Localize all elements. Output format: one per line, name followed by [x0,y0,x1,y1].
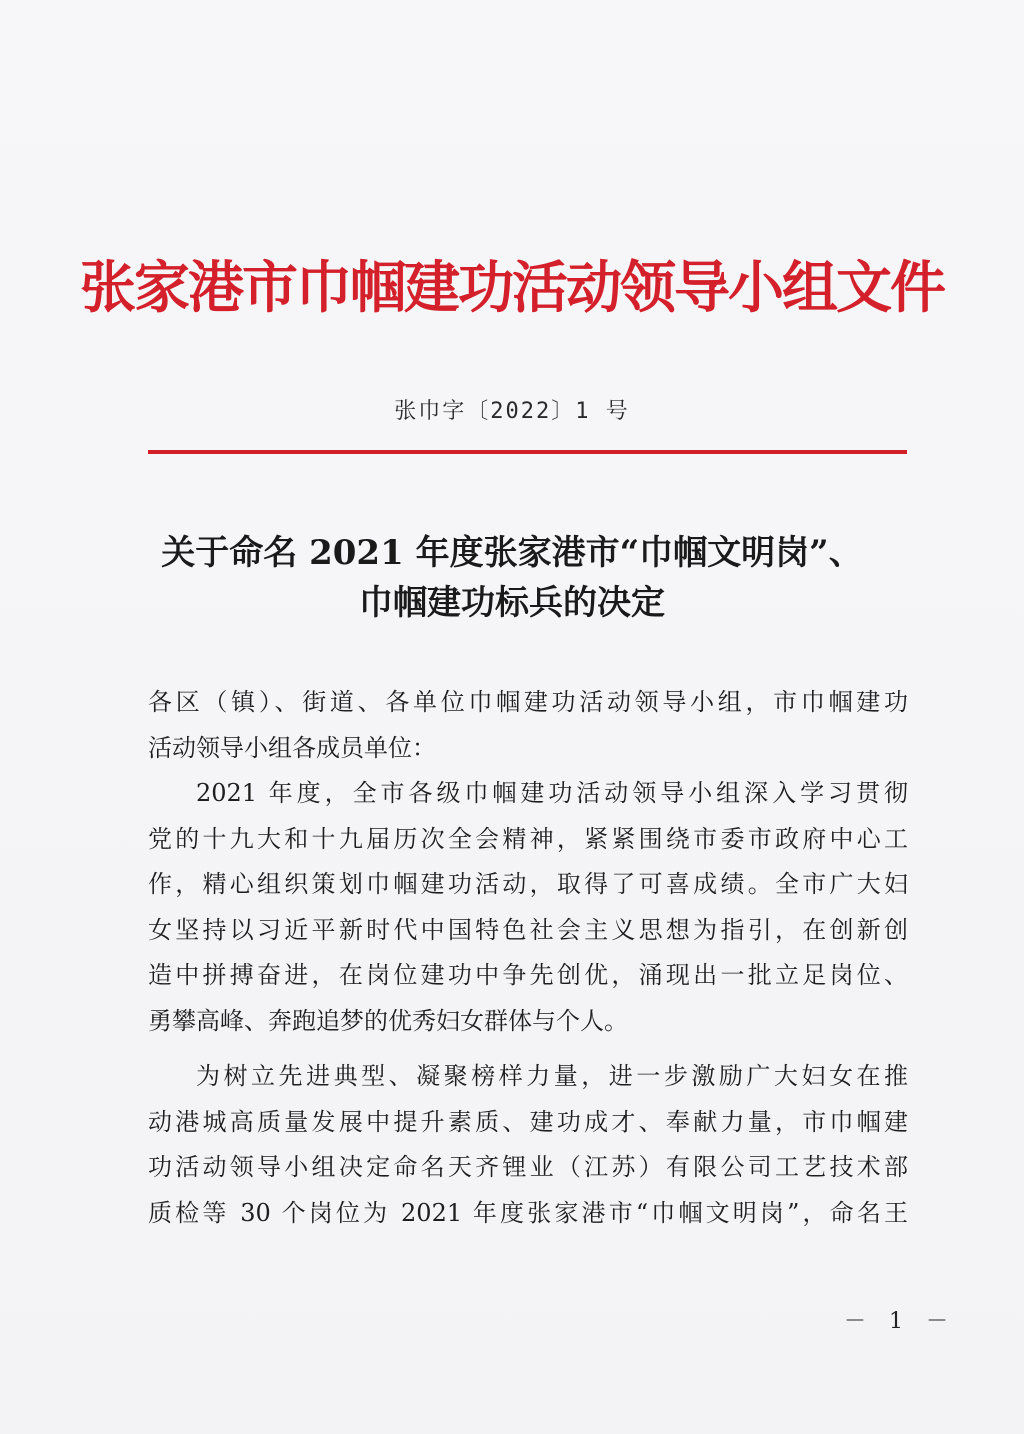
red-divider-line [148,450,907,454]
paragraph-1-line: 2021 年度，全市各级巾帼建功活动领导小组深入学习贯彻 [196,779,908,807]
title-line-1: 关于命名 2021 年度张家港市“巾帼文明岗”、 [161,533,863,573]
paragraph-1-line: 造中拼搏奋进，在岗位建功中争先创优，涌现出一批立足岗位、 [148,961,908,989]
paragraph-2-line: 质检等 30 个岗位为 2021 年度张家港市“巾帼文明岗”，命名王 [148,1198,908,1227]
document-title [100,528,924,628]
paragraph-1-line: 勇攀高峰、奔跑追梦的优秀妇女群体与个人。 [148,1006,628,1035]
addressee-line-2: 活动领导小组各成员单位： [148,733,436,762]
title-line-2: 巾帼建功标兵的决定 [359,583,665,623]
paragraph-1-line: 党的十九大和十九届历次全会精神，紧紧围绕市委市政府中心工 [148,824,908,853]
paragraph-spacer [148,1044,908,1054]
page-number: － 1 － [844,1309,956,1334]
document-body [148,680,908,1236]
document-number: 张巾字〔2022〕1 号 [394,399,630,424]
paragraph-1-line: 女坚持以习近平新时代中国特色社会主义思想为指引，在创新创 [148,915,908,944]
addressee-line-1: 各区（镇）、街道、各单位巾帼建功活动领导小组，市巾帼建功 [148,688,908,716]
paragraph-2-line: 功活动领导小组决定命名天齐锂业（江苏）有限公司工艺技术部 [148,1153,908,1181]
paragraph-1-line: 作，精心组织策划巾帼建功活动，取得了可喜成绩。全市广大妇 [148,870,908,898]
paragraph-2-line: 动港城高质量发展中提升素质、建功成才、奉献力量，市巾帼建 [148,1107,908,1136]
paragraph-2-line: 为树立先进典型、凝聚榜样力量，进一步激励广大妇女在推 [196,1062,908,1090]
masthead-title: 张家港市巾帼建功活动领导小组文件 [80,255,944,321]
